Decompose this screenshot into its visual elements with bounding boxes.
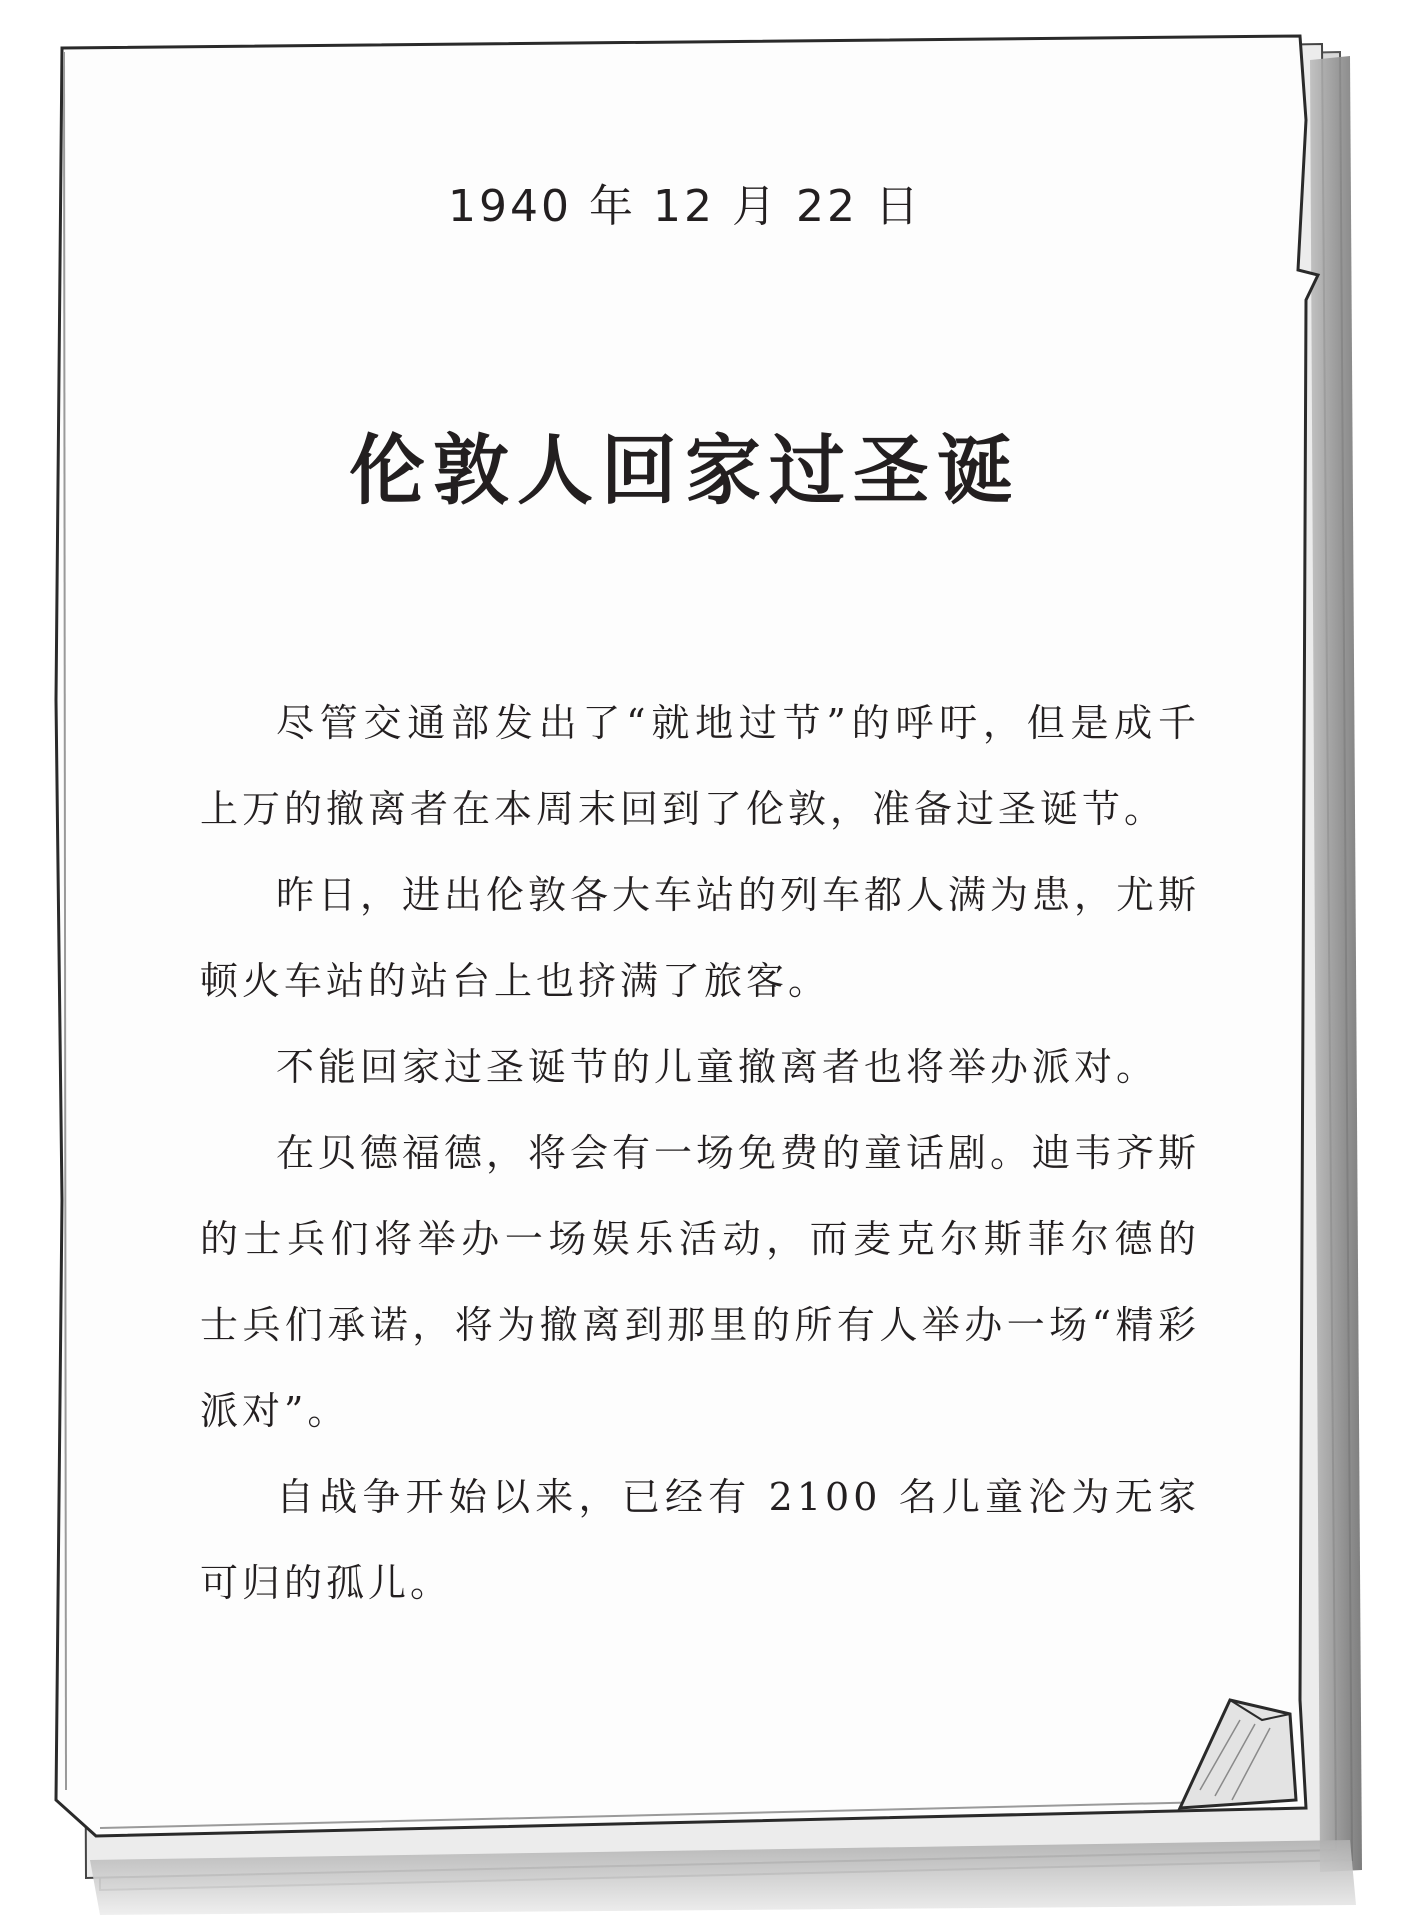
article-body xyxy=(200,680,1200,1626)
article-paragraph: 自战争开始以来，已经有 2100 名儿童沦为无家可归的孤儿。 xyxy=(200,1475,1200,1605)
article-paragraph: 尽管交通部发出了“就地过节”的呼吁，但是成千上万的撤离者在本周末回到了伦敦，准备过圣诞节。 xyxy=(200,701,1200,831)
newspaper-clipping xyxy=(60,40,1310,1860)
article-paragraph: 昨日，进出伦敦各大车站的列车都人满为患，尤斯顿火车站的站台上也挤满了旅客。 xyxy=(200,873,1201,1003)
article-paragraph: 在贝德福德，将会有一场免费的童话剧。迪韦齐斯的士兵们将举办一场娱乐活动，而麦克尔斯菲尔德的士兵们承诺，将为撤离到那里的所有人举办一场“精彩派对”。 xyxy=(200,1131,1201,1433)
article-headline: 伦敦人回家过圣诞 xyxy=(349,426,1021,515)
article-date: 1940 年 12 月 22 日 xyxy=(448,181,922,232)
article-paragraph: 不能回家过圣诞节的儿童撤离者也将举办派对。 xyxy=(276,1045,1159,1089)
